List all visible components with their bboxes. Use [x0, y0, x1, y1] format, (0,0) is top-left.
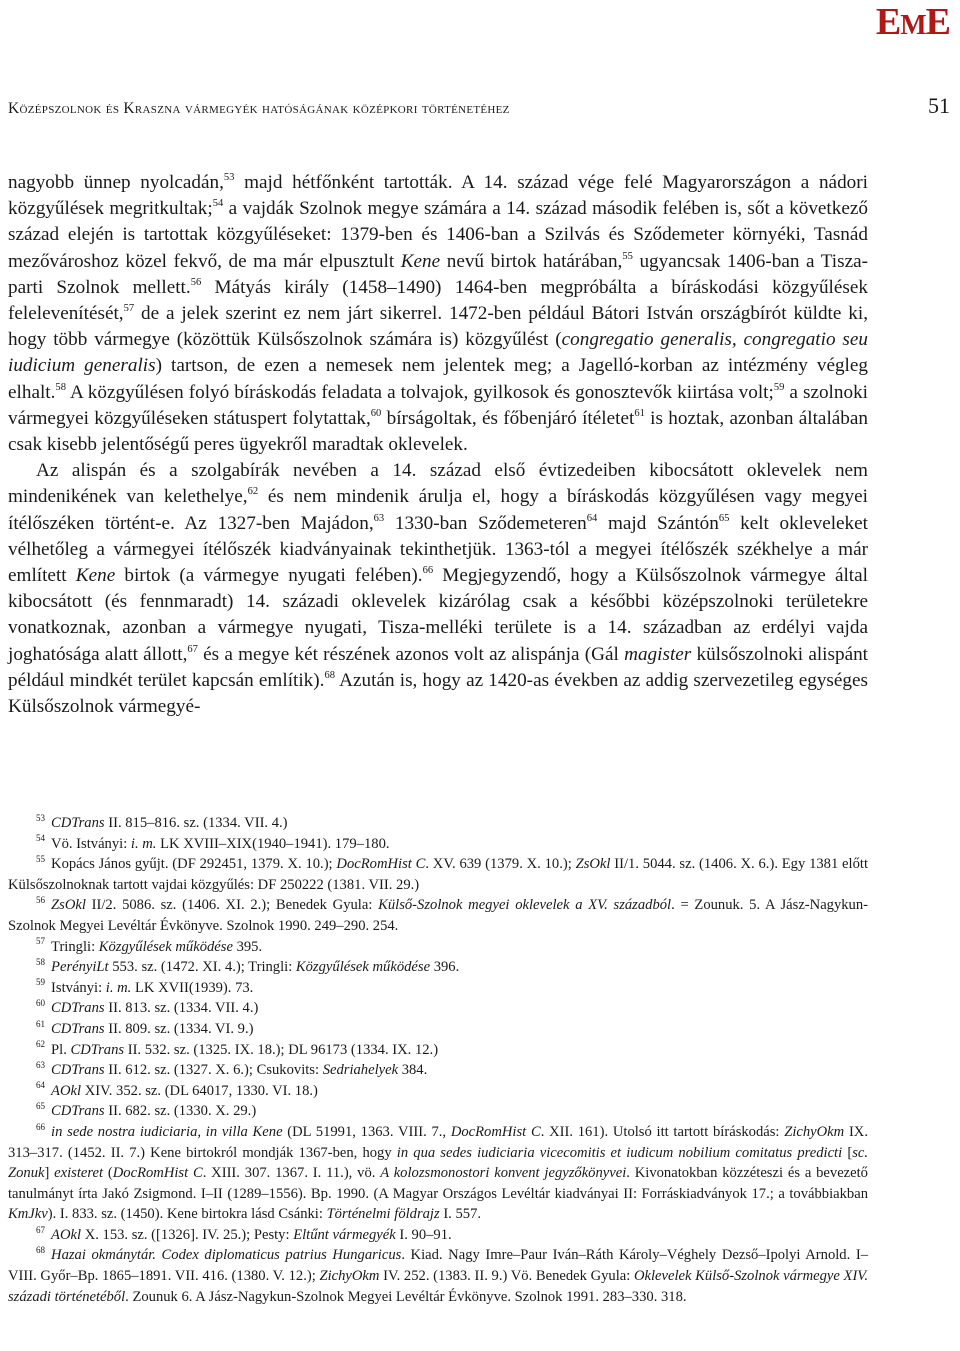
text-run: II. 612. sz. (1327. X. 6.); Csukovits:	[104, 1062, 323, 1079]
text-run: kelt okleveleket vélhetőleg a vármegyei ítélőszék kiadványainak tekinthetjük. 1363-tól a megyei ítélőszék székhelye a már említett	[8, 512, 868, 587]
italic-text: Kene	[400, 250, 441, 272]
italic-text: ZichyOkm	[784, 1123, 845, 1140]
italic-text: PerényiLt	[51, 959, 109, 976]
footnote-number: 64	[36, 1080, 46, 1091]
italic-text: DocRomHist C	[112, 1165, 203, 1182]
italic-text: congregatio generalis, congregatio seu iudicium generalis	[8, 329, 868, 377]
footnote	[8, 1101, 868, 1122]
text-run: II. 815–816. sz. (1334. VII. 4.)	[104, 815, 288, 831]
text-run: ]	[44, 1165, 55, 1182]
text-run: majd hétfőnként tartották. A 14. század vége felé Magyarországon a nádori közgyűlések megritkultak;	[8, 172, 868, 220]
italic-text: KmJkv	[8, 1206, 48, 1223]
text-run: ) tartson, de ezen a nemesek nem jelentek meg; a Jagelló-korban az intézmény végleg elhalt.	[8, 355, 868, 403]
text-run: de a jelek szerint ez nem járt sikerrel. 1472-ben például Bátori István országbírót küldte ki, hogy több vármegye (közöttük Külsőszolnok számára is) közgyűlést (	[8, 303, 868, 351]
journal-logo: EME	[875, 1, 950, 43]
italic-text: magister	[624, 643, 692, 665]
text-run: 396.	[430, 959, 460, 976]
text-run: a szolnoki vármegyei közgyűléseken státuspert folytattak,	[8, 381, 868, 429]
text-run: II. 682. sz. (1330. X. 29.)	[104, 1103, 257, 1120]
text-run: IX. 313–317. (1452. II. 7.) Kene birtokról mondják 1367-ben, hogy	[8, 1123, 868, 1161]
footnote-ref[interactable]: 67	[187, 643, 198, 655]
footnote	[8, 1040, 868, 1061]
running-header	[8, 93, 950, 119]
text-run: Megjegyzendő, hogy a Külsőszolnok vármegye által kibocsátott (és fennmaradt) 14. századi oklevelek kizárólag csak a későbbi középszolnoki területekre vonatkoznak, azonban a vármegye nyugati, Tisza-melléki területe is a 14. században az erdélyi vajda joghatósága alatt állott,	[8, 565, 868, 665]
text-run: II. 809. sz. (1334. VI. 9.)	[104, 1020, 254, 1037]
paragraph	[8, 458, 868, 720]
italic-text: Közgyűlések működése	[98, 938, 233, 955]
italic-text: sc. Zonuk	[8, 1144, 868, 1182]
text-run: 1330-ban Sződemeteren	[384, 512, 587, 534]
italic-text: AOkl	[51, 1082, 82, 1099]
text-run: I. 90–91.	[395, 1226, 452, 1243]
text-run: LK XVIII–XIX(1940–1941). 179–180.	[156, 835, 390, 852]
footnote-number: 58	[36, 956, 46, 967]
italic-text: i. m.	[105, 979, 132, 996]
italic-text: CDTrans	[51, 1103, 105, 1120]
footnote	[8, 834, 868, 855]
italic-text: ZsOkl	[51, 897, 86, 914]
footnote-number: 68	[36, 1245, 46, 1256]
footnote-ref[interactable]: 55	[622, 250, 633, 262]
italic-text: CDTrans	[51, 1020, 105, 1037]
text-run: Vö. Istványi:	[51, 835, 131, 852]
text-run: II/2. 5086. sz. (1406. XI. 2.); Benedek Gyula:	[85, 897, 379, 914]
text-run: Mátyás király (1458–1490) 1464-ben megpróbálta a bíráskodási közgyűlések felelevenítését,	[8, 276, 868, 325]
text-run: II/1. 5044. sz. (1406. X. 6.). Egy 1381 előtt Külsőszolnoknak tartott vajdai közgyűlés: DF 250222 (1381. VII. 29.)	[8, 856, 868, 893]
text-run: (	[103, 1165, 113, 1182]
italic-text: i. m.	[130, 835, 157, 852]
italic-text: in qua sedes iudiciaria vicecomitis et iudicum nobilium comitatus predicti	[396, 1144, 843, 1161]
text-run: és a megye két részének azonos volt az alispánja (Gál	[197, 643, 625, 665]
footnote	[8, 895, 868, 936]
footnote	[8, 937, 868, 958]
running-title: Középszolnok és Kraszna vármegyék hatóságának középkori történetéhez	[8, 100, 510, 117]
text-run: A közgyűlésen folyó bíráskodás feladata a tolvajok, gyilkosok és gonosztevők kiirtása volt;	[65, 381, 774, 403]
footnote-ref[interactable]: 57	[123, 303, 135, 315]
italic-text: Hazai okmánytár. Codex diplomaticus patrius Hungaricus	[51, 1247, 402, 1264]
text-run: ugyancsak 1406-ban a Tisza-parti Szolnok mellett.	[8, 250, 869, 298]
text-run: . XIII. 307. 1367. I. 11.), vö.	[202, 1165, 381, 1182]
text-run: nevű birtok határában,	[440, 250, 623, 272]
text-run: a vajdák Szolnok megye számára a 14. század második felében is, sőt a következő század elején is tartottak közgyűléseket: 1379-ben és 1406-ban a Szilvás és Sződemeter környéki, Tasnád mezővároshoz közel fekvő, de ma már elpusztult	[8, 198, 868, 272]
italic-text: ZichyOkm	[319, 1268, 380, 1285]
text-run: II. 532. sz. (1325. IX. 18.); DL 96173 (1334. IX. 12.)	[124, 1041, 439, 1058]
footnote	[8, 1019, 868, 1040]
text-run: Istványi:	[51, 979, 106, 996]
text-run: Tringli:	[51, 938, 99, 955]
footnote-ref[interactable]: 65	[718, 512, 730, 524]
footnote-number: 54	[36, 833, 46, 844]
italic-text: existeret	[54, 1165, 104, 1182]
footnote-number: 53	[36, 812, 46, 823]
footnote-ref[interactable]: 62	[247, 486, 259, 498]
page-number: 51	[928, 93, 950, 118]
footnote-number: 62	[36, 1039, 46, 1050]
italic-text: DocRomHist C	[450, 1123, 541, 1140]
italic-text: Oklevelek Külső-Szolnok vármegye XIV. századi történetéből	[8, 1268, 868, 1305]
text-run: és nem mindenik árulja el, hogy a bíráskodás közgyűlésen vagy megyei ítélőszéken történt-e. Az 1327-ben Majádon,	[8, 486, 868, 534]
text-run: IV. 252. (1383. II. 9.) Vö. Benedek Gyula:	[379, 1268, 634, 1285]
footnote-ref[interactable]: 63	[373, 512, 385, 524]
italic-text: Eltűnt vármegyék	[293, 1226, 396, 1243]
text-run: . Kivonatokban közzéteszi és a bevezető tanulmányt írta Jakó Zsigmond. I–II (1289–1556). Bp. 1990. (A Magyar Országos Levéltár kiadványai II: Forráskiadványok 17.; a továbbiakban	[8, 1165, 868, 1202]
footnote-ref[interactable]: 61	[634, 407, 645, 419]
italic-text: in sede nostra iudiciaria, in villa Kene	[51, 1123, 283, 1140]
text-run: Pl.	[51, 1041, 71, 1058]
footnote-number: 66	[36, 1121, 46, 1132]
footnote	[8, 1245, 868, 1307]
text-run: bírságoltak, és főbenjáró ítéletet	[381, 407, 635, 429]
text-run: Kopács János gyűjt. (DF 292451, 1379. X. 10.);	[51, 856, 337, 873]
italic-text: ZsOkl	[575, 856, 611, 873]
footnote-ref[interactable]: 64	[586, 512, 598, 524]
footnote-ref[interactable]: 58	[55, 381, 66, 393]
footnote-number: 65	[36, 1100, 46, 1111]
italic-text: Sedriahelyek	[322, 1062, 399, 1079]
text-run: II. 813. sz. (1334. VII. 4.)	[104, 1000, 259, 1017]
italic-text: CDTrans	[51, 1062, 105, 1079]
text-run: 395.	[232, 938, 263, 955]
italic-text: Közgyűlések működése	[295, 959, 431, 976]
footnote-number: 59	[36, 977, 46, 988]
italic-text: CDTrans	[70, 1041, 125, 1058]
footnote-ref[interactable]: 59	[773, 381, 785, 393]
footnotes	[8, 813, 868, 1307]
footnote-ref[interactable]: 54	[212, 198, 224, 210]
footnote-ref[interactable]: 60	[370, 407, 382, 419]
footnote	[8, 998, 868, 1019]
footnote-number: 61	[36, 1018, 46, 1029]
footnote-number: 63	[36, 1059, 46, 1070]
text-run: XIV. 352. sz. (DL 64017, 1330. VI. 18.)	[81, 1082, 318, 1099]
text-run: (DL 51991, 1363. VIII. 7.,	[282, 1123, 451, 1140]
italic-text: Külső-Szolnok megyei oklevelek a XV. századból	[378, 897, 672, 914]
footnote-ref[interactable]: 66	[422, 565, 434, 577]
text-run: külsőszolnoki alispánt például mindkét terület kapcsán említik).	[8, 643, 869, 691]
italic-text: AOkl	[51, 1226, 82, 1243]
italic-text: Kene	[75, 565, 116, 587]
italic-text: Történelmi földrajz	[326, 1206, 440, 1223]
italic-text: CDTrans	[51, 1000, 105, 1017]
text-run: 384.	[398, 1062, 428, 1079]
text-run: Azután is, hogy az 1420-as években az addig szervezetileg egységes Külsőszolnok vármegyé-	[8, 669, 868, 718]
italic-text: DocRomHist C	[336, 856, 426, 873]
text-run: [	[842, 1144, 853, 1161]
text-run: X. 153. sz. ([1326]. IV. 25.); Pesty:	[81, 1226, 294, 1243]
text-run: 553. sz. (1472. XI. 4.); Tringli:	[108, 959, 296, 976]
footnote	[8, 1081, 868, 1102]
text-run: majd Szántón	[597, 512, 719, 534]
text-run: ). I. 833. sz. (1450). Kene birtokra lásd Csánki:	[47, 1206, 327, 1223]
text-run: . XV. 639 (1379. X. 10.);	[425, 856, 576, 873]
text-run: birtok (a vármegye nyugati felében).	[115, 565, 423, 587]
text-run: I. 557.	[439, 1206, 482, 1223]
footnote-number: 67	[36, 1224, 46, 1235]
italic-text: A kolozsmonostori konvent jegyzőkönyvei	[380, 1165, 627, 1182]
footnote-number: 57	[36, 936, 46, 947]
main-text	[8, 170, 868, 720]
footnote	[8, 1122, 868, 1225]
text-run: nagyobb ünnep nyolcadán,	[8, 172, 224, 193]
footnote	[8, 813, 868, 834]
text-run: . Kiad. Nagy Imre–Paur Iván–Ráth Károly–Véghely Dezső–Ipolyi Arnold. I–VIII. Győr–Bp. 1865–1891. VII. 416. (1380. V. 12.);	[8, 1247, 868, 1285]
footnote	[8, 854, 868, 895]
footnote	[8, 957, 868, 978]
footnote	[8, 1225, 868, 1246]
text-run: Az alispán és a szolgabírák nevében a 14. század első évtizedeiben kibocsátott oklevelek nem mindenikének van kelethelye,	[8, 460, 868, 508]
paragraph	[8, 170, 868, 458]
text-run: LK XVII(1939). 73.	[131, 979, 254, 996]
footnote	[8, 978, 868, 999]
footnote-number: 56	[36, 895, 46, 906]
italic-text: CDTrans	[51, 815, 105, 831]
footnote-ref[interactable]: 56	[190, 276, 202, 288]
footnote-number: 55	[36, 853, 46, 864]
text-run: . = Zounuk. 5. A Jász-Nagykun-Szolnok Megyei Levéltár Évkönyve. Szolnok 1990. 249–290. 254.	[8, 897, 869, 934]
text-run: . XII. 161). Utolsó itt tartott bíráskodás:	[540, 1123, 785, 1140]
text-run: is hoztak, azonban általában csak kisebb jelentőségű peres ügyekről maradtak oklevelek.	[8, 407, 868, 456]
footnote-ref[interactable]: 53	[223, 172, 235, 184]
footnote-ref[interactable]: 68	[324, 669, 336, 681]
footnote-number: 60	[36, 998, 46, 1009]
text-run: . Zounuk 6. A Jász-Nagykun-Szolnok Megyei Levéltár Évkönyve. Szolnok 1991. 283–330. 318.	[125, 1288, 687, 1305]
footnote	[8, 1060, 868, 1081]
